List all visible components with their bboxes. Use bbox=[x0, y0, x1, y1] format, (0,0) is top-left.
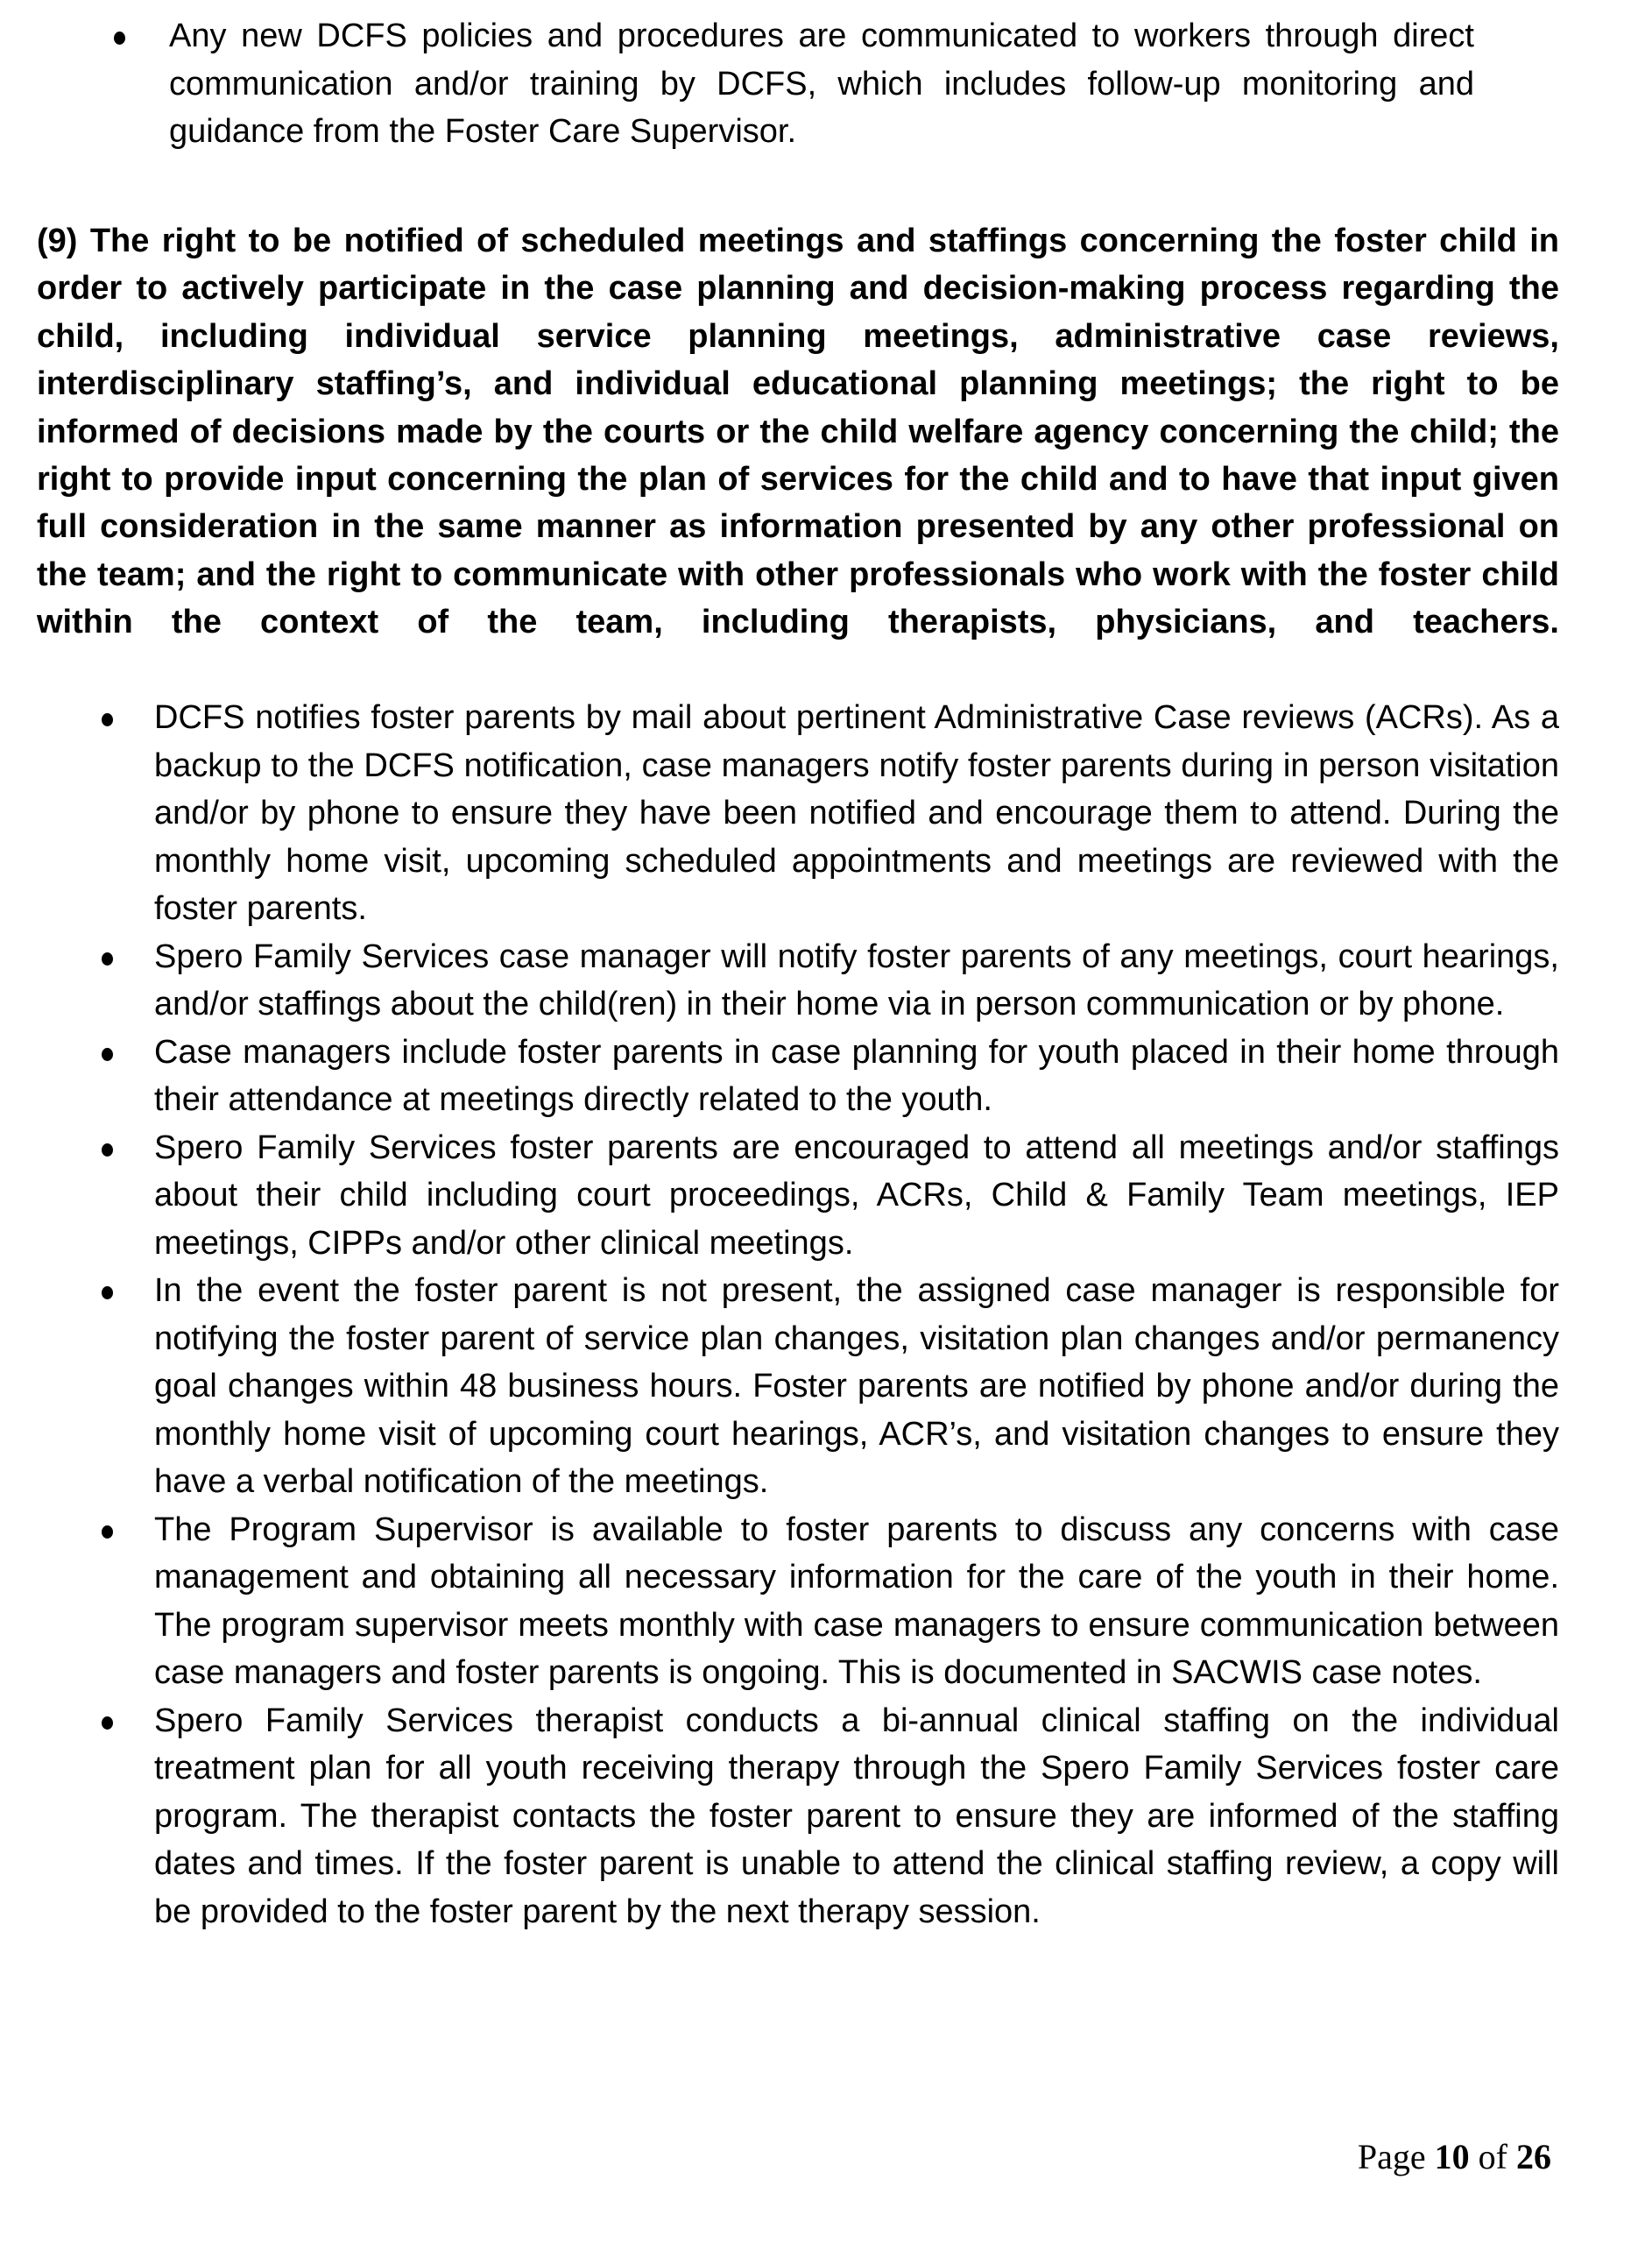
bullet-icon bbox=[102, 1716, 113, 1730]
list-item-text: Case managers include foster parents in case planning for youth placed in their home through their attendance at meetings directly related to the youth. bbox=[154, 1033, 1559, 1118]
section-heading: (9) The right to be notified of scheduled meetings and staffings concerning the foster child in order to actively participate in the case planning and decision-making process regarding the child, including individual service planning meetings, administrative case reviews, interdisciplinary staffing’s, and individual educational planning meetings; the right to be informed of decisions made by the courts or the child welfare agency concerning the child; the right to provide input concerning the plan of services for the child and to have that input given full consideration in the same manner as information presented by any other professional on the team; and the right to communicate with other professionals who work with the foster child within the context of the team, including therapists, physicians, and teachers. bbox=[37, 223, 1559, 641]
bullet-list bbox=[154, 694, 1559, 1935]
bullet-icon bbox=[102, 1143, 113, 1157]
list-item-text: Spero Family Services foster parents are encouraged to attend all meetings and/or staffings about their child including court proceedings, ACRs, Child & Family Team meetings, IEP meetings, CIPPs and/or other clinical meetings. bbox=[154, 1129, 1559, 1262]
page-footer bbox=[1358, 2136, 1551, 2177]
list-item bbox=[154, 1029, 1559, 1124]
of-label: of bbox=[1478, 2137, 1507, 2176]
list-item bbox=[154, 1267, 1559, 1506]
list-item bbox=[154, 1506, 1559, 1697]
list-item-text: Spero Family Services case manager will notify foster parents of any meetings, court hearings, and/or staffings about the child(ren) in their home via in person communication or by phone. bbox=[154, 938, 1559, 1022]
bullet-icon bbox=[114, 32, 125, 45]
list-item bbox=[154, 933, 1559, 1029]
page-number: 10 bbox=[1434, 2137, 1470, 2176]
bullet-icon bbox=[102, 1525, 113, 1539]
list-item bbox=[154, 694, 1559, 933]
list-item bbox=[169, 12, 1474, 156]
page-total: 26 bbox=[1516, 2137, 1551, 2176]
bullet-icon bbox=[102, 1286, 113, 1299]
list-item bbox=[154, 1697, 1559, 1936]
list-item-text: DCFS notifies foster parents by mail about pertinent Administrative Case reviews (ACRs). As a backup to the DCFS notification, case managers notify foster parents during in person visitation and/or by phone to ensure they have been notified and encourage them to attend. During the monthly home visit, upcoming scheduled appointments and meetings are reviewed with the foster parents. bbox=[154, 699, 1559, 927]
bullet-icon bbox=[102, 1048, 113, 1061]
list-item bbox=[154, 1124, 1559, 1268]
top-bullet-list bbox=[169, 12, 1474, 156]
list-item-text: The Program Supervisor is available to foster parents to discuss any concerns with case management and obtaining all necessary information for the care of the youth in their home. The program supervisor meets monthly with case managers to ensure communication between case managers and foster parents is ongoing. This is documented in SACWIS case notes. bbox=[154, 1511, 1559, 1691]
bullet-icon bbox=[102, 713, 113, 726]
list-item-text: In the event the foster parent is not present, the assigned case manager is responsible for notifying the foster parent of service plan changes, visitation plan changes and/or permanency goal changes within 48 business hours. Foster parents are notified by phone and/or during the monthly home visit of upcoming court hearings, ACR’s, and visitation changes to ensure they have a verbal notification of the meetings. bbox=[154, 1272, 1559, 1500]
page-label: Page bbox=[1357, 2137, 1426, 2176]
bullet-icon bbox=[102, 952, 113, 966]
list-item-text: Spero Family Services therapist conducts a bi-annual clinical staffing on the individual treatment plan for all youth receiving therapy through the Spero Family Services foster care program. The therapist contacts the foster parent to ensure they are informed of the staffing dates and times. If the foster parent is unable to attend the clinical staffing review, a copy will be provided to the foster parent by the next therapy session. bbox=[154, 1702, 1559, 1930]
list-item-text: Any new DCFS policies and procedures are communicated to workers through direct communication and/or training by DCFS, which includes follow-up monitoring and guidance from the Foster Care Supervisor. bbox=[169, 18, 1474, 150]
